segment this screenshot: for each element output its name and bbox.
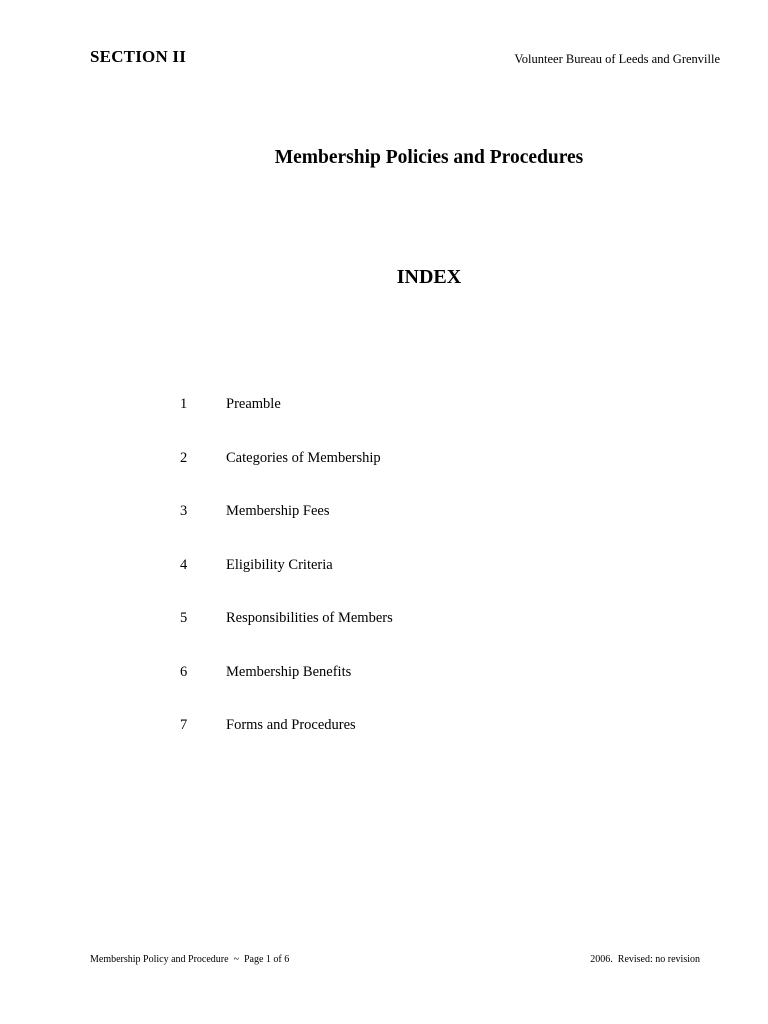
index-item-label: Categories of Membership: [226, 449, 381, 466]
index-item-label: Eligibility Criteria: [226, 556, 333, 573]
index-item-number: 4: [180, 556, 188, 573]
index-item: [0, 610, 768, 664]
index-item-label: Forms and Procedures: [226, 717, 356, 733]
document-title: Membership Policies and Procedures: [274, 147, 584, 168]
index-item: [0, 557, 768, 611]
index-item-label: Membership Benefits: [226, 663, 352, 680]
index-item-label: Responsibilities of Members: [226, 610, 393, 626]
index-item: [0, 503, 768, 557]
index-heading: INDEX: [396, 266, 462, 288]
index-item-number: 1: [180, 396, 188, 412]
section-heading: SECTION II: [90, 47, 187, 66]
footer-page-info: Membership Policy and Procedure ~ Page 1 of 6: [90, 954, 290, 965]
index-item-number: 6: [180, 663, 188, 680]
index-item: [0, 717, 768, 771]
organization-name: Volunteer Bureau of Leeds and Grenville: [514, 52, 720, 66]
index-item: [0, 396, 768, 450]
index-item-number: 7: [180, 717, 188, 733]
footer-revision-info: 2006. Revised: no revision: [590, 954, 700, 965]
index-item-label: Membership Fees: [226, 503, 330, 519]
index-item: [0, 664, 768, 718]
index-item: [0, 450, 768, 504]
index-list: [0, 396, 768, 771]
index-item-number: 5: [180, 610, 188, 626]
index-item-label: Preamble: [226, 396, 281, 412]
index-item-number: 2: [180, 449, 188, 466]
index-item-number: 3: [180, 503, 188, 519]
